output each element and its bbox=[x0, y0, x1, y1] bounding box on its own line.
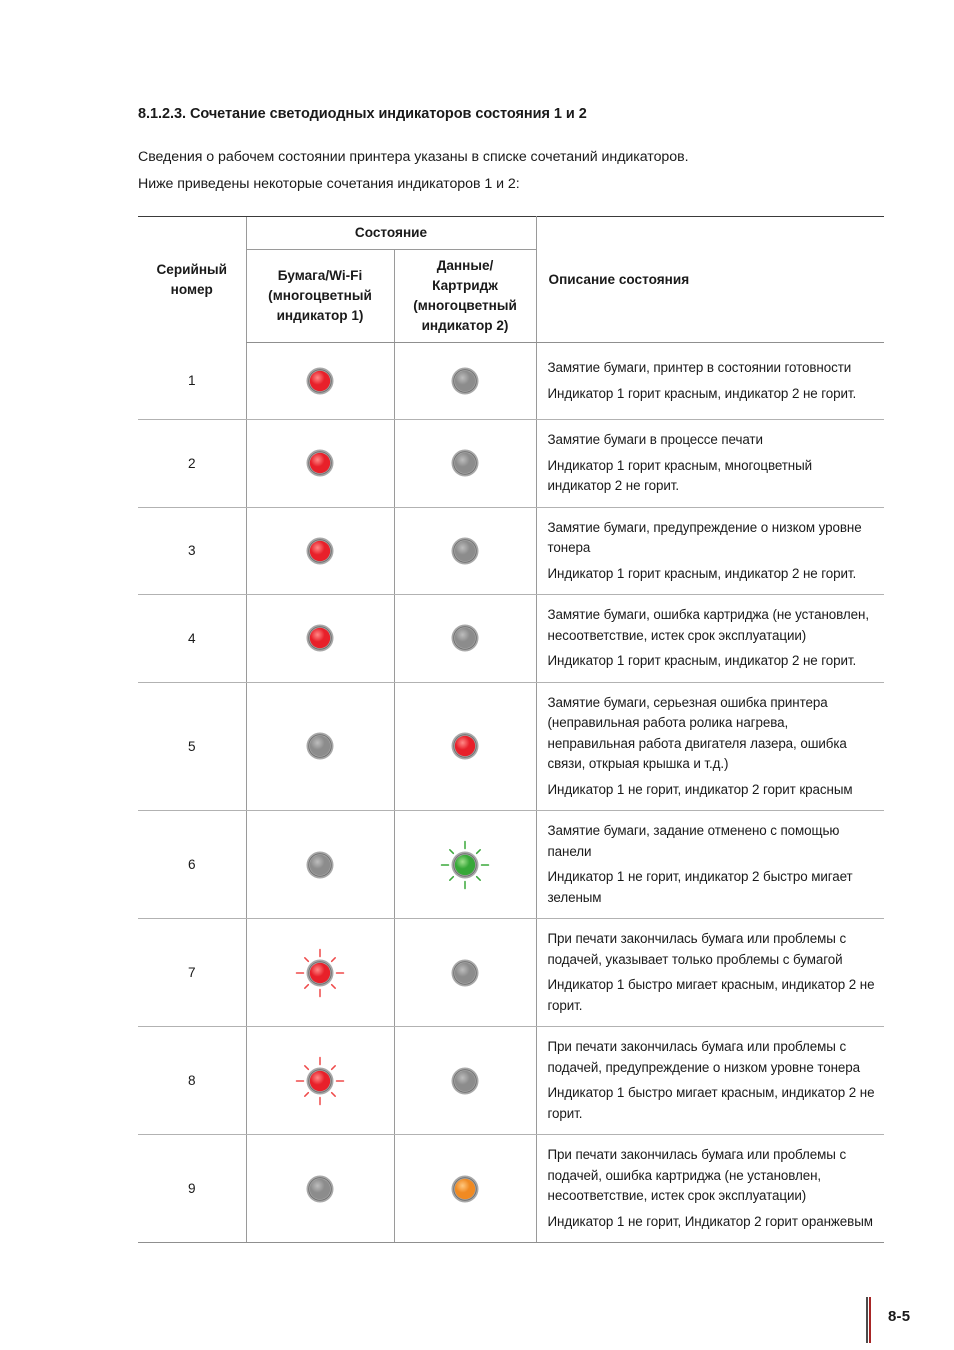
cell-description bbox=[536, 595, 884, 683]
cell-led1 bbox=[246, 1135, 394, 1243]
cell-description bbox=[536, 682, 884, 811]
footer-bar-red bbox=[869, 1297, 871, 1343]
cell-led1 bbox=[246, 811, 394, 919]
header-line: индикатор 2) bbox=[421, 318, 509, 333]
cell-description bbox=[536, 420, 884, 508]
description-led-behavior: Индикатор 1 горит красным, многоцветный индикатор 2 не горит. bbox=[547, 457, 813, 493]
footer-accent-bar bbox=[866, 1297, 871, 1343]
description-condition: При печати закончилась бумага или проблемы с подачей, ошибка картриджа (не установлен, несоответствие, истек срок эксплуатации) bbox=[547, 1147, 847, 1203]
cell-led2 bbox=[394, 682, 536, 811]
description-condition: Замятие бумаги в процессе печати bbox=[547, 432, 763, 447]
header-line: номер bbox=[170, 281, 213, 297]
led-indicator-2-gray-off-icon bbox=[437, 945, 493, 1001]
table-row bbox=[138, 811, 884, 919]
led-indicator-1-red-on-icon bbox=[292, 353, 348, 409]
led-indicator-2-gray-off-icon bbox=[437, 435, 493, 491]
description-led-behavior: Индикатор 1 горит красным, индикатор 2 не горит. bbox=[547, 565, 857, 581]
table-row bbox=[138, 682, 884, 811]
cell-serial-number: 4 bbox=[138, 595, 246, 683]
description-condition: При печати закончилась бумага или проблемы с подачей, предупреждение о низком уровне тонера bbox=[547, 1039, 861, 1075]
intro-paragraph bbox=[138, 144, 884, 198]
column-header-led1 bbox=[246, 250, 394, 343]
table-row bbox=[138, 1135, 884, 1243]
led-indicator-1-red-on-icon bbox=[292, 523, 348, 579]
cell-led1 bbox=[246, 1027, 394, 1135]
header-line: индикатор 1) bbox=[276, 308, 364, 323]
cell-led2 bbox=[394, 1027, 536, 1135]
column-header-led2 bbox=[394, 250, 536, 343]
description-led-behavior: Индикатор 1 горит красным, индикатор 2 не горит. bbox=[547, 385, 857, 401]
cell-led1 bbox=[246, 507, 394, 595]
table-head bbox=[138, 217, 884, 343]
cell-serial-number: 9 bbox=[138, 1135, 246, 1243]
column-header-serial-number bbox=[138, 217, 246, 343]
description-condition: Замятие бумаги, ошибка картриджа (не установлен, несоответствие, истек срок эксплуатации) bbox=[547, 607, 869, 643]
description-condition: При печати закончилась бумага или проблемы с подачей, указывает только проблемы с бумагой bbox=[547, 931, 847, 967]
header-line: (многоцветный bbox=[413, 298, 517, 313]
led-indicator-2-red-on-icon bbox=[437, 718, 493, 774]
footer-bar-dark bbox=[866, 1297, 868, 1343]
cell-description bbox=[536, 811, 884, 919]
header-line: Серийный bbox=[156, 261, 228, 277]
table-row bbox=[138, 1027, 884, 1135]
header-line: Бумага/Wi-Fi bbox=[277, 268, 363, 283]
table-row bbox=[138, 919, 884, 1027]
cell-led2 bbox=[394, 420, 536, 508]
table-row bbox=[138, 507, 884, 595]
cell-serial-number: 7 bbox=[138, 919, 246, 1027]
description-led-behavior: Индикатор 1 не горит, Индикатор 2 горит оранжевым bbox=[547, 1213, 873, 1229]
cell-serial-number: 5 bbox=[138, 682, 246, 811]
table-row bbox=[138, 343, 884, 420]
led-indicator-1-gray-off-icon bbox=[292, 718, 348, 774]
led-status-table bbox=[138, 216, 884, 1243]
led-indicator-2-green-blinking-icon bbox=[437, 837, 493, 893]
led-indicator-2-orange-on-icon bbox=[437, 1161, 493, 1217]
cell-led1 bbox=[246, 682, 394, 811]
description-led-behavior: Индикатор 1 быстро мигает красным, индикатор 2 не горит. bbox=[547, 1085, 875, 1121]
cell-serial-number: 3 bbox=[138, 507, 246, 595]
cell-led2 bbox=[394, 919, 536, 1027]
cell-led2 bbox=[394, 1135, 536, 1243]
table-row bbox=[138, 420, 884, 508]
page-title: 8.1.2.3. Сочетание светодиодных индикаторов состояния 1 и 2 bbox=[138, 106, 587, 122]
cell-led1 bbox=[246, 595, 394, 683]
description-led-behavior: Индикатор 1 не горит, индикатор 2 горит красным bbox=[547, 781, 853, 797]
cell-description bbox=[536, 1135, 884, 1243]
page-footer bbox=[0, 1296, 954, 1350]
description-condition: Замятие бумаги, предупреждение о низком уровне тонера bbox=[547, 519, 862, 555]
cell-led1 bbox=[246, 343, 394, 420]
led-indicator-1-red-on-icon bbox=[292, 435, 348, 491]
table-header-row-group bbox=[138, 217, 884, 250]
cell-led1 bbox=[246, 919, 394, 1027]
cell-led2 bbox=[394, 507, 536, 595]
page-number: 8-5 bbox=[888, 1308, 911, 1325]
cell-description bbox=[536, 1027, 884, 1135]
header-line: Данные/ bbox=[436, 258, 494, 273]
cell-serial-number: 2 bbox=[138, 420, 246, 508]
header-line: (многоцветный bbox=[268, 288, 372, 303]
column-header-state-group: Состояние bbox=[246, 217, 536, 250]
led-indicator-1-red-blinking-icon bbox=[292, 945, 348, 1001]
table-row bbox=[138, 595, 884, 683]
led-indicator-1-gray-off-icon bbox=[292, 837, 348, 893]
description-condition: Замятие бумаги, принтер в состоянии готовности bbox=[547, 360, 852, 375]
description-condition: Замятие бумаги, задание отменено с помощью панели bbox=[547, 823, 840, 859]
description-condition: Замятие бумаги, серьезная ошибка принтера (неправильная работа ролика нагрева, неправильная работа двигателя лазера, ошибка связи, открыая крышка и т.д.) bbox=[547, 694, 847, 771]
cell-led1 bbox=[246, 420, 394, 508]
led-indicator-1-red-on-icon bbox=[292, 610, 348, 666]
description-led-behavior: Индикатор 1 не горит, индикатор 2 быстро мигает зеленым bbox=[547, 869, 853, 905]
cell-led2 bbox=[394, 811, 536, 919]
cell-led2 bbox=[394, 595, 536, 683]
cell-serial-number: 6 bbox=[138, 811, 246, 919]
page-content bbox=[138, 104, 884, 1243]
column-header-description: Описание состояния bbox=[536, 217, 884, 343]
led-indicator-2-gray-off-icon bbox=[437, 610, 493, 666]
cell-led2 bbox=[394, 343, 536, 420]
intro-line-2: Ниже приведены некоторые сочетания индикаторов 1 и 2: bbox=[138, 176, 520, 192]
description-led-behavior: Индикатор 1 горит красным, индикатор 2 не горит. bbox=[547, 653, 857, 668]
led-indicator-2-gray-off-icon bbox=[437, 523, 493, 579]
cell-serial-number: 8 bbox=[138, 1027, 246, 1135]
header-line: Картридж bbox=[432, 278, 498, 293]
led-indicator-1-gray-off-icon bbox=[292, 1161, 348, 1217]
table-body bbox=[138, 343, 884, 1243]
cell-description bbox=[536, 507, 884, 595]
intro-line-1: Сведения о рабочем состоянии принтера указаны в списке сочетаний индикаторов. bbox=[138, 149, 689, 165]
cell-description bbox=[536, 343, 884, 420]
led-indicator-1-red-blinking-icon bbox=[292, 1053, 348, 1109]
led-indicator-2-gray-off-icon bbox=[437, 1053, 493, 1109]
led-indicator-2-gray-off-icon bbox=[437, 353, 493, 409]
cell-serial-number: 1 bbox=[138, 343, 246, 420]
cell-description bbox=[536, 919, 884, 1027]
description-led-behavior: Индикатор 1 быстро мигает красным, индикатор 2 не горит. bbox=[547, 977, 875, 1013]
